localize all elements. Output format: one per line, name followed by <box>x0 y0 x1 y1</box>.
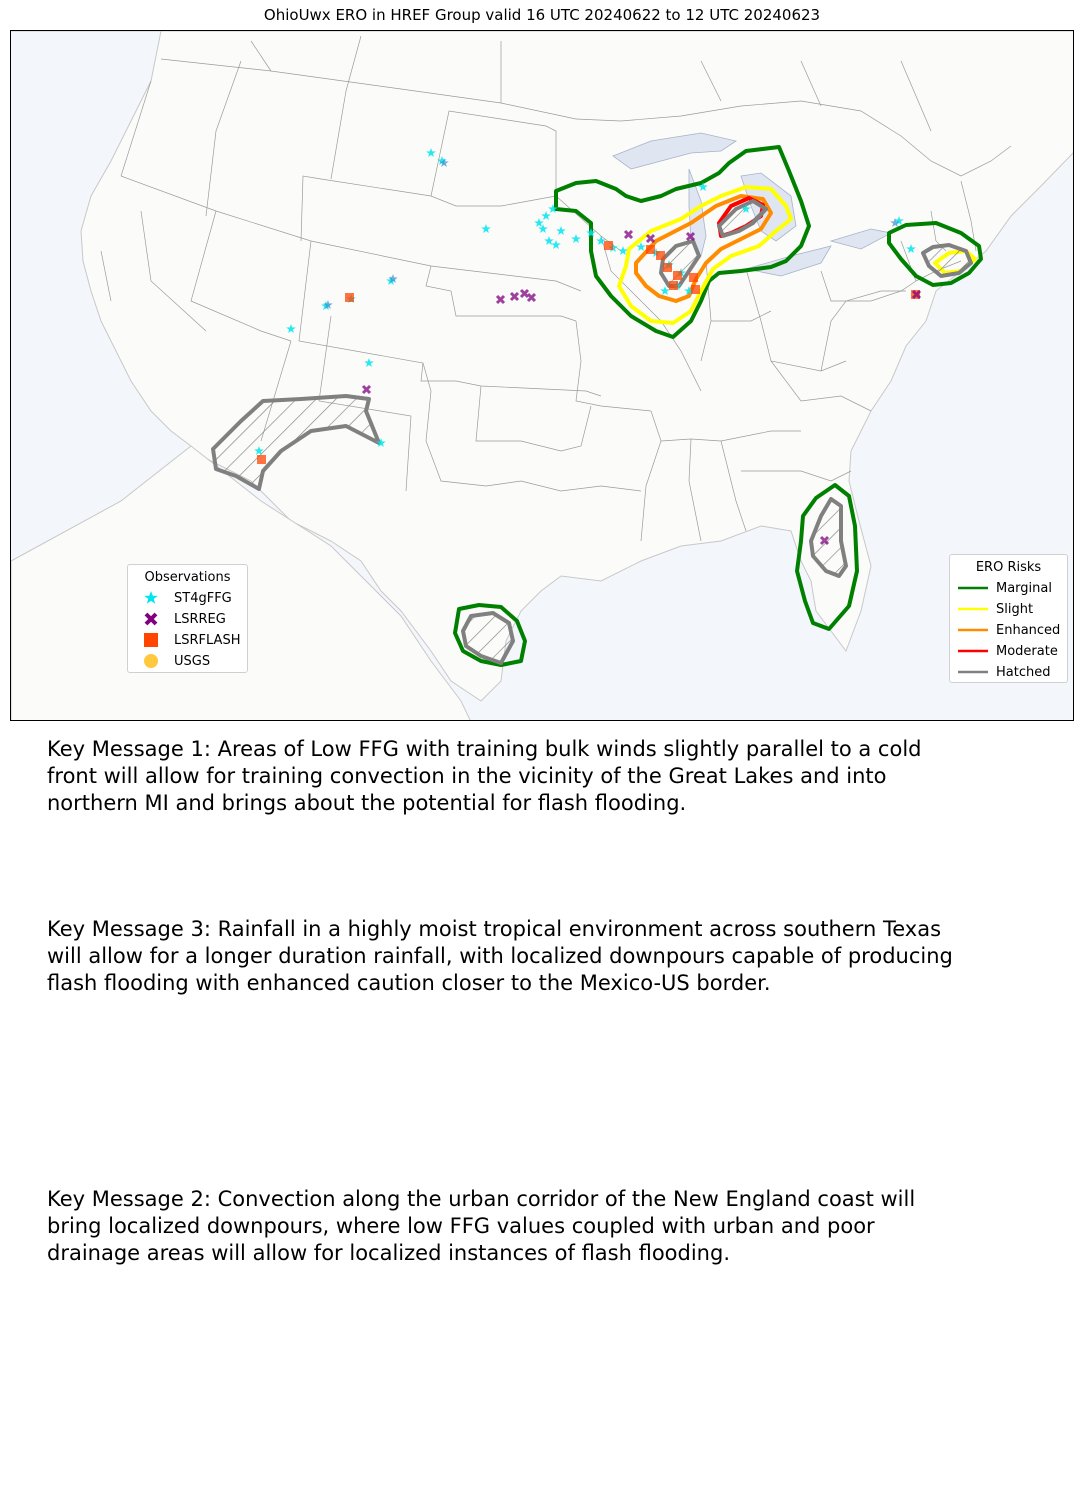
legend-item-lsrflash <box>128 630 240 650</box>
line-swatch-icon <box>950 649 996 653</box>
key-message-2: Key Message 2: Convection along the urban corridor of the New England coast will bring localized downpours, where low FFG values coupled with urban and poor drainage areas will allow for localized instances of flash flooding. <box>47 1187 916 1265</box>
line-swatch-icon <box>950 586 996 590</box>
legend-label-lsrreg: LSRREG <box>174 611 226 627</box>
legend-label-enhanced: Enhanced <box>996 622 1061 638</box>
line-swatch-icon <box>950 607 996 611</box>
legend-item-moderate <box>950 641 1058 661</box>
ero-legend-title: ERO Risks <box>975 560 1042 575</box>
line-swatch-icon <box>950 670 996 674</box>
legend-label-st4gffg: ST4gFFG <box>174 590 232 606</box>
legend-item-marginal <box>950 578 1052 598</box>
legend-item-lsrreg <box>128 609 226 629</box>
legend-label-marginal: Marginal <box>996 580 1052 596</box>
circle-icon <box>128 653 174 669</box>
legend-label-moderate: Moderate <box>996 643 1058 659</box>
map-title: OhioUwx ERO in HREF Group valid 16 UTC 20240622 to 12 UTC 20240623 <box>263 6 821 24</box>
observations-legend <box>127 564 248 673</box>
square-icon <box>128 632 174 648</box>
legend-item-enhanced <box>950 620 1060 640</box>
legend-item-st4gffg <box>128 588 232 608</box>
ero-risks-legend <box>949 554 1068 683</box>
observations-legend-title: Observations <box>144 570 231 585</box>
legend-label-slight: Slight <box>996 601 1034 617</box>
legend-label-lsrflash: LSRFLASH <box>174 632 241 648</box>
legend-item-hatched <box>950 662 1050 682</box>
legend-item-slight <box>950 599 1033 619</box>
legend-label-usgs: USGS <box>174 653 211 669</box>
line-swatch-icon <box>950 628 996 632</box>
key-message-3: Key Message 3: Rainfall in a highly moist tropical environment across southern Texas will allow for a longer duration rainfall, with localized downpours capable of producing flash flooding with enhanced caution closer to the Mexico-US border. <box>47 917 953 995</box>
x-icon <box>128 611 174 627</box>
key-message-1: Key Message 1: Areas of Low FFG with training bulk winds slightly parallel to a cold front will allow for training convection in the vicinity of the Great Lakes and into northern MI and brings about the potential for flash flooding. <box>47 737 922 815</box>
legend-label-hatched: Hatched <box>996 664 1051 680</box>
star-icon <box>128 590 174 606</box>
legend-item-usgs <box>128 651 210 671</box>
